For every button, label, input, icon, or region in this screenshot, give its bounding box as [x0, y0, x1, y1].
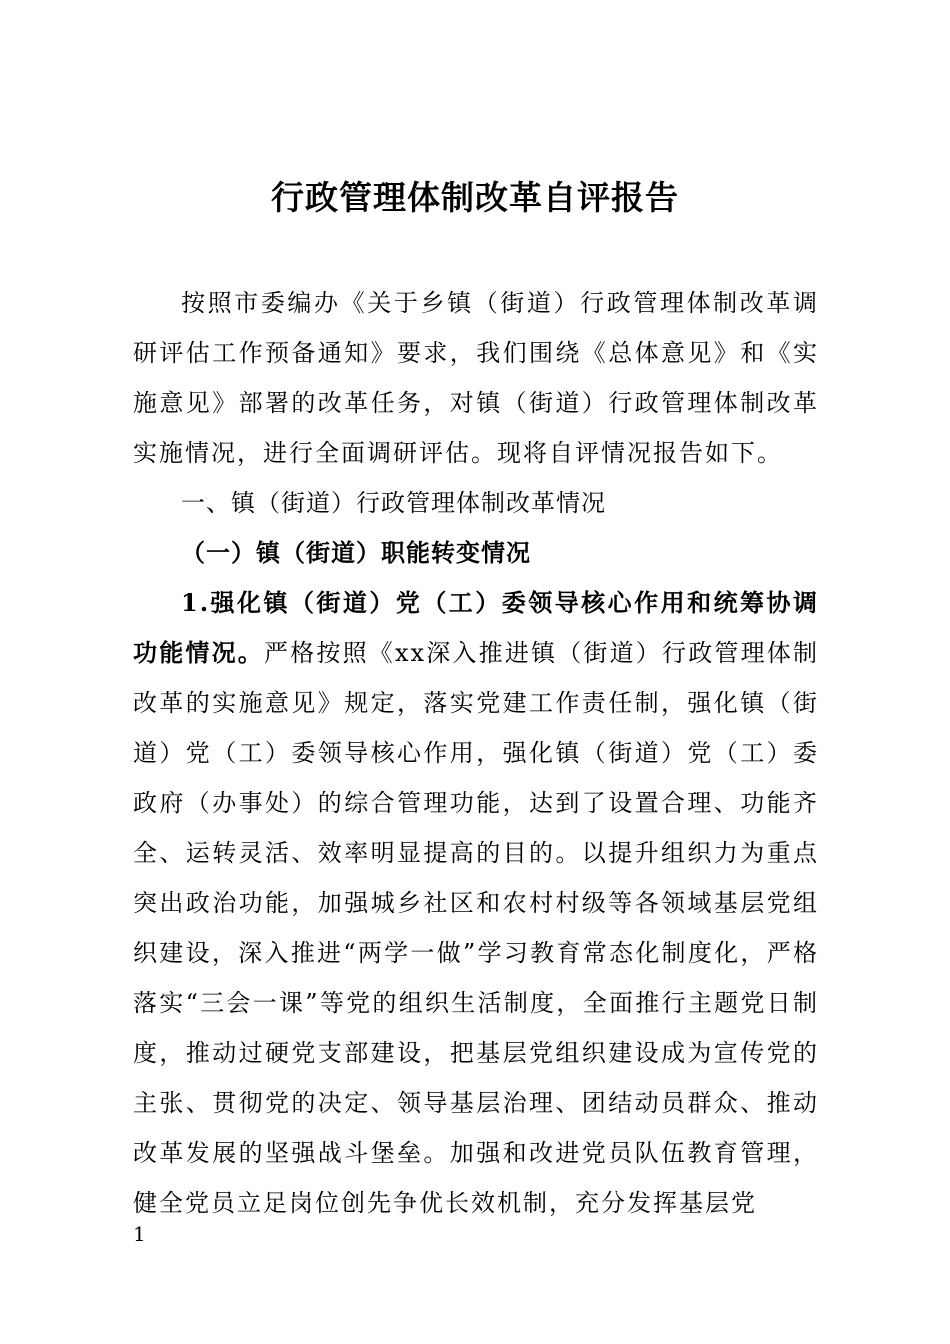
intro-paragraph: 按照市委编办《关于乡镇（街道）行政管理体制改革调研评估工作预备通知》要求，我们围绕《总体意见》和《实施意见》部署的改革任务，对镇（街道）行政管理体制改革实施情况，进行全面调研评估。现将自评情况报告如下。 [133, 289, 819, 467]
document-body [133, 278, 819, 1228]
document-title: 行政管理体制改革自评报告 [271, 178, 679, 217]
item-paragraph [133, 578, 819, 1228]
item-body: 严格按照《xx深入推进镇（街道）行政管理体制改革的实施意见》规定，落实党建工作责任制，强化镇（街道）党（工）委领导核心作用，强化镇（街道）党（工）委政府（办事处）的综合管理功能，达到了设置合理、功能齐全、运转灵活、效率明显提高的目的。以提升组织力为重点突出政治功能，加强城乡社区和农村村级等各领域基层党组织建设，深入推进“两学一做”学习教育常态化制度化，严格落实“三会一课”等党的组织生活制度，全面推行主题党日制度，推动过硬党支部建设，把基层党组织建设成为宣传党的主张、贯彻党的决定、领导基层治理、团结动员群众、推动改革发展的坚强战斗堡垒。加强和改进党员队伍教育管理，健全党员立足岗位创先争优长效机制，充分发挥基层党 [133, 639, 819, 1217]
section-heading: 一、镇（街道）行政管理体制改革情况 [181, 489, 606, 517]
page-number: 1 [133, 1222, 146, 1246]
subsection-heading: （一）镇（街道）职能转变情况 [181, 538, 531, 567]
item-lead: 1.强化镇（街道）党（工）委领导核心作用和统筹协调功能情况。 [133, 588, 819, 667]
